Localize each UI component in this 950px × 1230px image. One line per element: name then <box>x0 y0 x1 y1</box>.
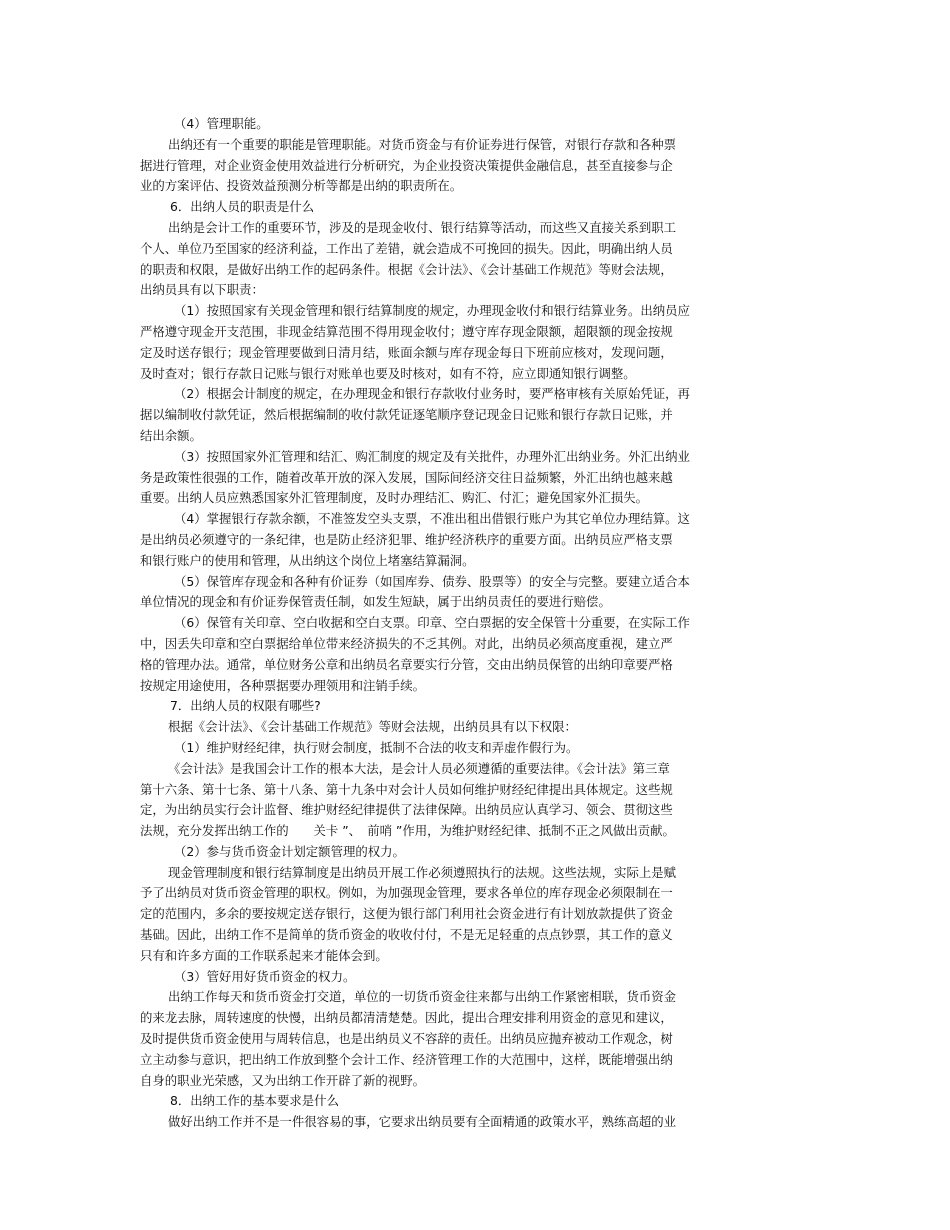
text-line: 及时提供货币资金使用与周转信息，也是出纳员义不容辞的责任。出纳员应抛弃被动工作观念，树 <box>140 1031 673 1047</box>
text-line: 的职责和权限，是做好出纳工作的起码条件。根据《会计法》、《会计基础工作规范》等财会法规， <box>140 261 673 277</box>
text-line: 据以编制收付款凭证，然后根据编制的收付款凭证逐笔顺序登记现金日记账和银行存款日记账，并 <box>140 407 673 423</box>
text-line: 按规定用途使用，各种票据要办理领用和注销手续。 <box>140 677 425 693</box>
text-line: 是出纳员必须遵守的一条纪律，也是防止经济犯罪、维护经济秩序的重要方面。出纳员应严格支票 <box>140 531 673 547</box>
text-line: （3）按照国家外汇管理和结汇、购汇制度的规定及有关批件，办理外汇出纳业务。外汇出纳业 <box>174 448 690 464</box>
text-line: 法规，充分发挥出纳工作的 关卡 ”、 前哨 ”作用，为维护财经纪律、抵制不正之风做出贡献。 <box>140 823 675 839</box>
text-line: 严格遵守现金开支范围，非现金结算范围不得用现金收付；遵守库存现金限额，超限额的现金按规 <box>140 323 673 339</box>
section-heading: 7．出纳人员的权限有哪些? <box>170 698 321 714</box>
text-line: 个人、单位乃至国家的经济利益，工作出了差错，就会造成不可挽回的损失。因此，明确出纳人员 <box>140 240 673 256</box>
text-line: 格的管理办法。通常，单位财务公章和出纳员名章要实行分管，交由出纳员保管的出纳印章要严格 <box>140 656 673 672</box>
text-line: （4）掌握银行存款余额，不准签发空头支票，不准出租出借银行账户为其它单位办理结算。这 <box>174 511 690 527</box>
text-line: 结出余额。 <box>140 427 202 443</box>
text-line: （6）保管有关印章、空白收据和空白支票。印章、空白票据的安全保管十分重要，在实际工作 <box>174 615 690 631</box>
text-line: 务是政策性很强的工作，随着改革开放的深入发展，国际间经济交往日益频繁，外汇出纳也越来越 <box>140 469 673 485</box>
text-line: 定，为出纳员实行会计监督、维护财经纪律提供了法律保障。出纳员应认真学习、领会、贯彻这些 <box>140 802 673 818</box>
text-line: 予了出纳员对货币资金管理的职权。例如，为加强现金管理，要求各单位的库存现金必须限制在一 <box>140 885 673 901</box>
text-line: 做好出纳工作并不是一件很容易的事，它要求出纳员要有全面精通的政策水平，熟练高超的业 <box>168 1114 677 1130</box>
text-line: （2）根据会计制度的规定，在办理现金和银行存款收付业务时，要严格审核有关原始凭证，再 <box>174 386 690 402</box>
text-line: （5）保管库存现金和各种有价证券（如国库券、债券、股票等）的安全与完整。要建立适合本 <box>174 573 690 589</box>
text-line: 只有和许多方面的工作联系起来才能体会到。 <box>140 947 388 963</box>
text-line: 重要。出纳人员应熟悉国家外汇管理制度，及时办理结汇、购汇、付汇；避免国家外汇损失。 <box>140 490 649 506</box>
text-line: （1）维护财经纪律，执行财会制度，抵制不合法的收支和弄虚作假行为。 <box>174 739 579 755</box>
text-line: 出纳员具有以下职责： <box>140 282 264 298</box>
text-line: 自身的职业光荣感，又为出纳工作开辟了新的视野。 <box>140 1072 425 1088</box>
text-line: 出纳是会计工作的重要环节，涉及的是现金收付、银行结算等活动，而这些又直接关系到职工 <box>168 219 677 235</box>
text-line: 现金管理制度和银行结算制度是出纳员开展工作必须遵照执行的法规。这些法规，实际上是赋 <box>168 864 677 880</box>
text-line: 立主动参与意识，把出纳工作放到整个会计工作、经济管理工作的大范围中，这样，既能增强出纳 <box>140 1051 673 1067</box>
text-line: 据进行管理，对企业资金使用效益进行分析研究，为企业投资决策提供金融信息，甚至直接参与企 <box>140 157 673 173</box>
text-line: 《会计法》是我国会计工作的根本大法，是会计人员必须遵循的重要法律。《会计法》第三章 <box>168 760 670 776</box>
text-line: （3）管好用好货币资金的权力。 <box>174 968 356 984</box>
text-line: 中，因丢失印章和空白票据给单位带来经济损失的不乏其例。对此，出纳员必须高度重视，建立严 <box>140 635 673 651</box>
text-line: 的来龙去脉，周转速度的快慢，出纳员都清清楚楚。因此，提出合理安排利用资金的意见和建议， <box>140 1010 673 1026</box>
text-line: 定的范围内，多余的要按规定送存银行，这便为银行部门利用社会资金进行有计划放款提供了资金 <box>140 906 673 922</box>
text-line: （2）参与货币资金计划定额管理的权力。 <box>174 843 405 859</box>
text-line: 和银行账户的使用和管理，从出纳这个岗位上堵塞结算漏洞。 <box>140 552 475 568</box>
text-line: 根据《会计法》、《会计基础工作规范》等财会法规，出纳员具有以下权限： <box>168 719 577 735</box>
text-line: 定及时送存银行；现金管理要做到日清月结，账面余额与库存现金每日下班前应核对，发现问题， <box>140 344 673 360</box>
text-line: （1）按照国家有关现金管理和银行结算制度的规定，办理现金收付和银行结算业务。出纳员应 <box>174 303 690 319</box>
text-line: 及时查对；银行存款日记账与银行对账单也要及时核对，如有不符，应立即通知银行调整。 <box>140 365 636 381</box>
text-line: 基础。因此，出纳工作不是简单的货币资金的收收付付，不是无足轻重的点点钞票，其工作的意义 <box>140 927 673 943</box>
document-page <box>140 114 738 1133</box>
text-line: 出纳还有一个重要的职能是管理职能。对货币资金与有价证券进行保管，对银行存款和各种票 <box>168 136 677 152</box>
text-line: 第十六条、第十七条、第十八条、第十九条中对会计人员如何维护财经纪律提出具体规定。这些规 <box>140 781 673 797</box>
text-line: （4）管理职能。 <box>174 116 269 131</box>
section-heading: 6．出纳人员的职责是什么 <box>170 199 315 215</box>
text-line: 出纳工作每天和货币资金打交道，单位的一切货币资金往来都与出纳工作紧密相联，货币资金 <box>168 989 677 1005</box>
text-line: 单位情况的现金和有价证券保管责任制，如发生短缺，属于出纳员责任的要进行赔偿。 <box>140 594 611 610</box>
text-line: 业的方案评估、投资效益预测分析等都是出纳的职责所在。 <box>140 178 463 194</box>
section-heading: 8．出纳工作的基本要求是什么 <box>170 1093 339 1109</box>
